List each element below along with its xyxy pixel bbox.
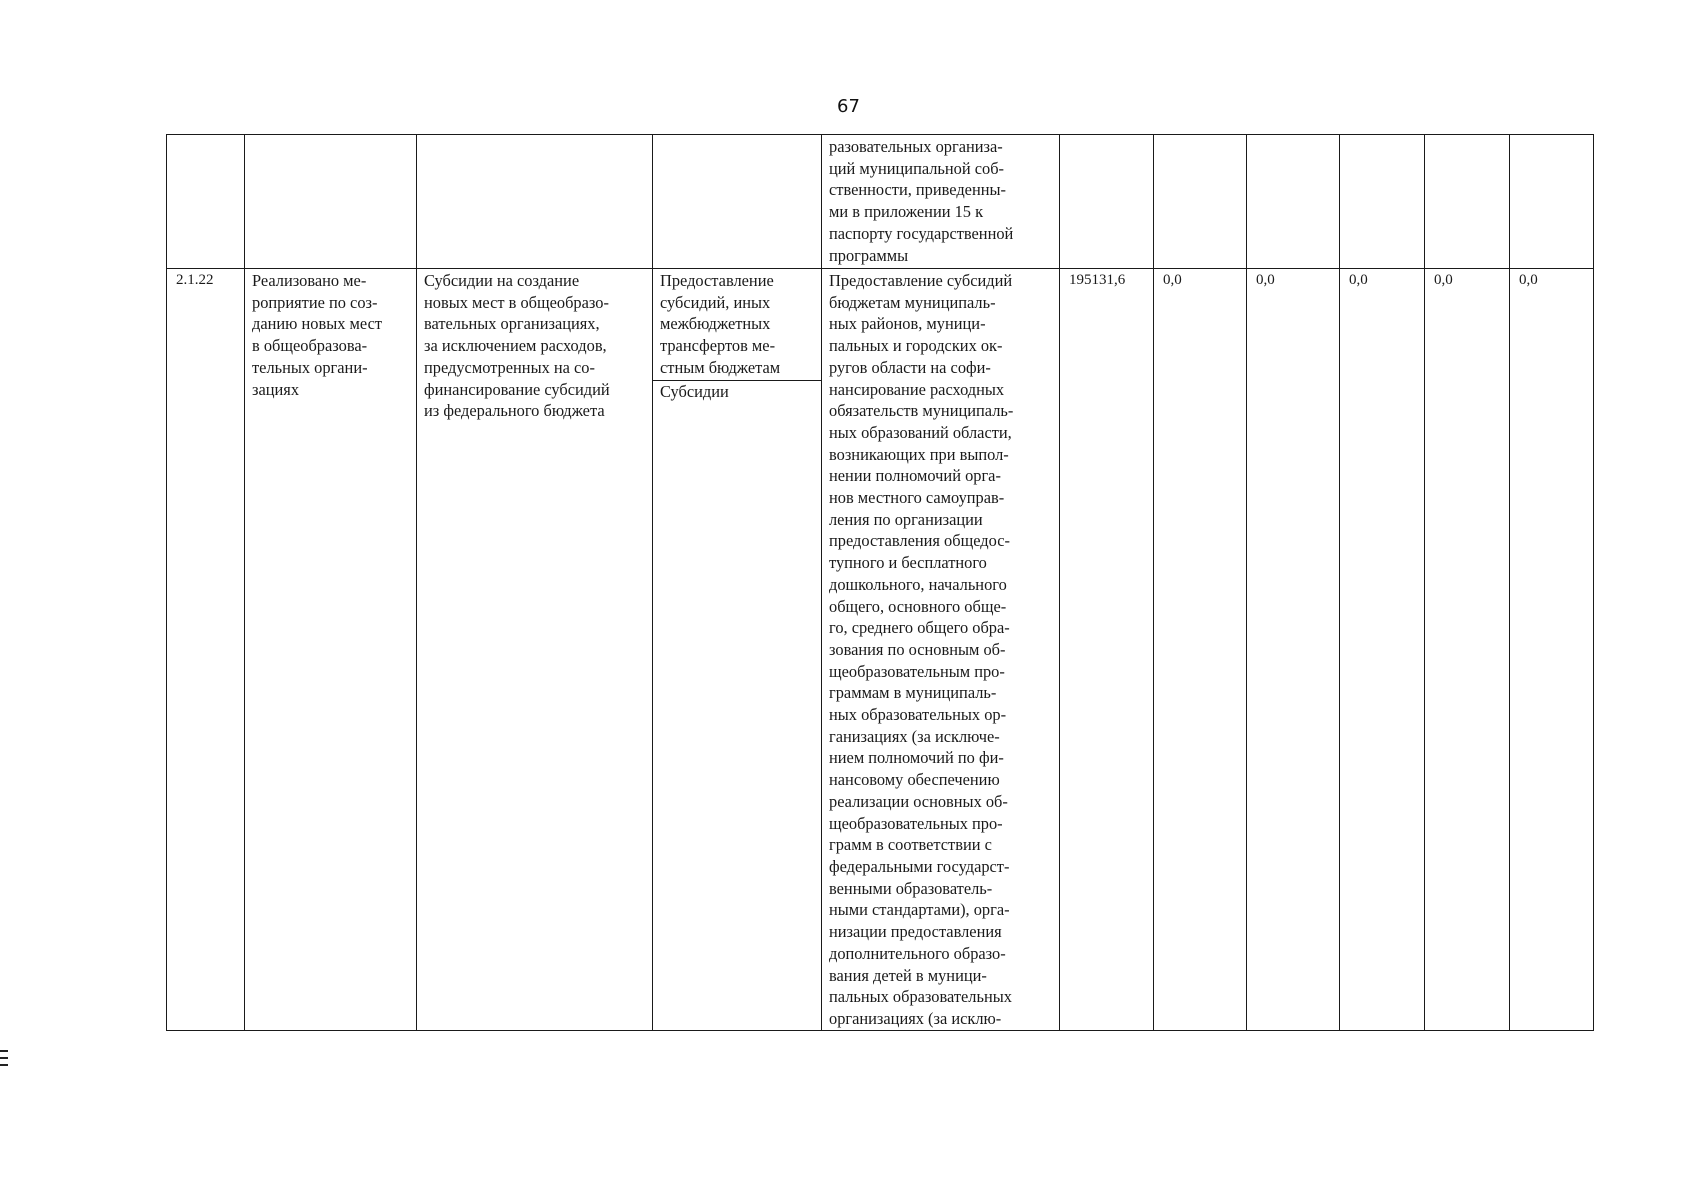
amount-cell: 0,0	[1247, 269, 1340, 1031]
amount-cell: 195131,6	[1060, 269, 1154, 1031]
text-line: нении полномочий орга-	[829, 466, 1001, 486]
text-line: финансирование субсидий	[424, 379, 610, 399]
cell-empty	[1340, 135, 1425, 269]
continuation-row	[167, 135, 1594, 269]
budget-table	[166, 134, 1594, 1031]
cell-empty	[417, 135, 653, 269]
description-cell	[822, 269, 1060, 1031]
text-line: пальных и городских ок-	[829, 336, 1003, 356]
cell-empty	[1425, 135, 1510, 269]
text-line: организациях (за исклю-	[829, 1008, 1002, 1028]
text-line: граммам в муниципаль-	[829, 683, 997, 703]
text-line: Предоставление	[660, 271, 774, 290]
text-line: ганизациях (за исключе-	[829, 726, 1000, 746]
amount-cell: 0,0	[1510, 269, 1594, 1031]
text-line: ных образований области,	[829, 422, 1012, 442]
text-line: обязательств муниципаль-	[829, 401, 1014, 421]
cell-empty	[245, 135, 417, 269]
text-line: тельных органи-	[252, 357, 368, 377]
text-line: данию новых мест	[252, 314, 383, 334]
text-line: Субсидии	[660, 381, 729, 401]
text-line: дополнительного образо-	[829, 943, 1006, 963]
text-line: роприятие по соз-	[252, 292, 378, 312]
text-line: го, среднего общего обра-	[829, 618, 1010, 638]
text-line: общего, основного обще-	[829, 596, 1007, 616]
text-line: трансфертов ме-	[660, 336, 776, 356]
text-line: Субсидии на создание	[424, 271, 580, 290]
measure-type-bottom	[653, 381, 821, 403]
amount-cell: 0,0	[1340, 269, 1425, 1031]
text-line: ных образовательных ор-	[829, 705, 1007, 725]
scan-edge-marks	[0, 1050, 8, 1071]
scan-mark	[0, 1050, 8, 1052]
amount-cell: 0,0	[1154, 269, 1247, 1031]
page-number: 67	[837, 96, 860, 117]
measure-type-cell	[653, 269, 822, 1031]
text-line: венными образователь-	[829, 878, 993, 898]
measure-cell	[417, 269, 653, 1031]
text-line: за исключением расходов,	[424, 336, 607, 356]
result-cell	[245, 269, 417, 1031]
text-line: Реализовано ме-	[252, 271, 367, 290]
cell-empty	[1154, 135, 1247, 269]
text-line: Предоставление субсидий	[829, 271, 1013, 290]
text-line: межбюджетных	[660, 314, 771, 334]
scan-mark	[0, 1064, 8, 1066]
cell-empty	[1060, 135, 1154, 269]
text-line: пальных образовательных	[829, 987, 1012, 1007]
text-line: тупного и бесплатного	[829, 553, 987, 573]
text-line: паспорту государственной	[829, 223, 1014, 243]
text-line: предусмотренных на со-	[424, 357, 595, 377]
cell-empty	[653, 135, 822, 269]
table-row-2-1-22	[167, 269, 1594, 1031]
text-line: федеральными государст-	[829, 856, 1010, 876]
measure-type-split	[653, 270, 821, 402]
text-line: низации предоставления	[829, 922, 1002, 942]
text-line: зациях	[252, 379, 300, 399]
text-line: программы	[829, 245, 909, 265]
text-line: дошкольного, начального	[829, 574, 1007, 594]
text-line: ций муниципальной соб-	[829, 158, 1005, 178]
text-line: нансовому обеспечению	[829, 770, 1000, 790]
text-line: ными стандартами), орга-	[829, 900, 1010, 920]
text-line: из федерального бюджета	[424, 401, 605, 421]
continuation-description-cell	[822, 135, 1060, 269]
text-line: новых мест в общеобразо-	[424, 292, 609, 312]
text-line: грамм в соответствии с	[829, 835, 992, 855]
text-line: в общеобразова-	[252, 336, 368, 356]
text-line: ругов области на софи-	[829, 357, 991, 377]
measure-type-top	[653, 270, 821, 381]
text-line: стным бюджетам	[660, 357, 781, 377]
cell-empty	[1510, 135, 1594, 269]
amount-cell: 0,0	[1425, 269, 1510, 1031]
text-line: щеобразовательных про-	[829, 813, 1003, 833]
text-line: ления по организации	[829, 509, 983, 529]
row-number-cell: 2.1.22	[167, 269, 245, 1031]
text-line: предоставления общедос-	[829, 531, 1010, 551]
text-line: ных районов, муници-	[829, 314, 986, 334]
text-line: разовательных организа-	[829, 137, 1003, 156]
text-line: щеобразовательным про-	[829, 661, 1005, 681]
text-line: ми в приложении 15 к	[829, 202, 984, 222]
text-line: вания детей в муници-	[829, 965, 987, 985]
cell-empty	[167, 135, 245, 269]
text-line: нансирование расходных	[829, 379, 1005, 399]
text-line: возникающих при выпол-	[829, 444, 1009, 464]
text-line: субсидий, иных	[660, 292, 771, 312]
text-line: нов местного самоуправ-	[829, 488, 1005, 508]
text-line: вательных организациях,	[424, 314, 600, 334]
cell-empty	[1247, 135, 1340, 269]
text-line: зования по основным об-	[829, 639, 1006, 659]
scan-mark	[0, 1057, 8, 1059]
text-line: нием полномочий по фи-	[829, 748, 1004, 768]
text-line: реализации основных об-	[829, 791, 1008, 811]
text-line: бюджетам муниципаль-	[829, 292, 996, 312]
text-line: ственности, приведенны-	[829, 180, 1006, 200]
